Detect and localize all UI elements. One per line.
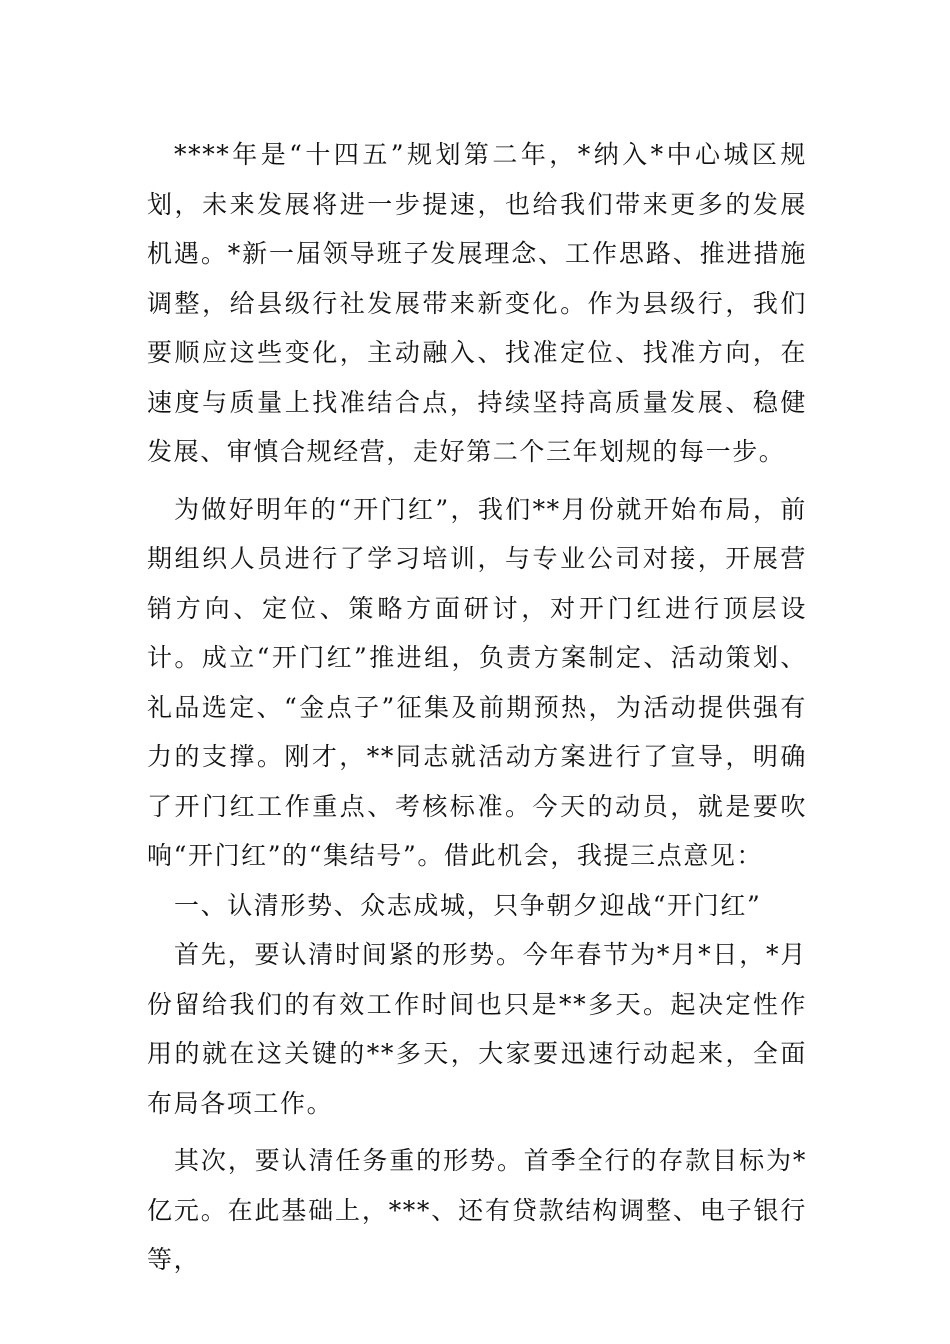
- paragraph-opening-red-preparation: 为做好明年的“开门红”，我们**月份就开始布局，前期组织人员进行了学习培训，与专业公司对接，开展营销方向、定位、策略方面研讨，对开门红进行顶层设计。成立“开门红”推进组，负责方案制定、活动策划、礼品选定、“金点子”征集及前期预热，为活动提供强有力的支撑。刚才，**同志就活动方案进行了宣导，明确了开门红工作重点、考核标准。今天的动员，就是要吹响“开门红”的“集结号”。借此机会，我提三点意见：: [147, 494, 807, 870]
- paragraph-development-outlook: ****年是“十四五”规划第二年，*纳入*中心城区规划，未来发展将进一步提速，也给我们带来更多的发展机遇。*新一届领导班子发展理念、工作思路、推进措施调整，给县级行社发展带来新变化。作为县级行，我们要顺应这些变化，主动融入、找准定位、找准方向，在速度与质量上找准结合点，持续坚持高质量发展、稳健发展、审慎合规经营，走好第二个三年划规的每一步。: [147, 140, 807, 466]
- paragraph-task-pressure: 其次，要认清任务重的形势。首季全行的存款目标为*亿元。在此基础上，***、还有贷款结构调整、电子银行等，: [147, 1146, 807, 1274]
- section-heading-one: 一、认清形势、众志成城，只争朝夕迎战“开门红”: [174, 890, 762, 920]
- document-body: [147, 130, 807, 1285]
- paragraph-time-urgency: 首先，要认清时间紧的形势。今年春节为*月*日，*月份留给我们的有效工作时间也只是**多天。起决定性作用的就在这关键的**多天，大家要迅速行动起来，全面布局各项工作。: [147, 940, 807, 1118]
